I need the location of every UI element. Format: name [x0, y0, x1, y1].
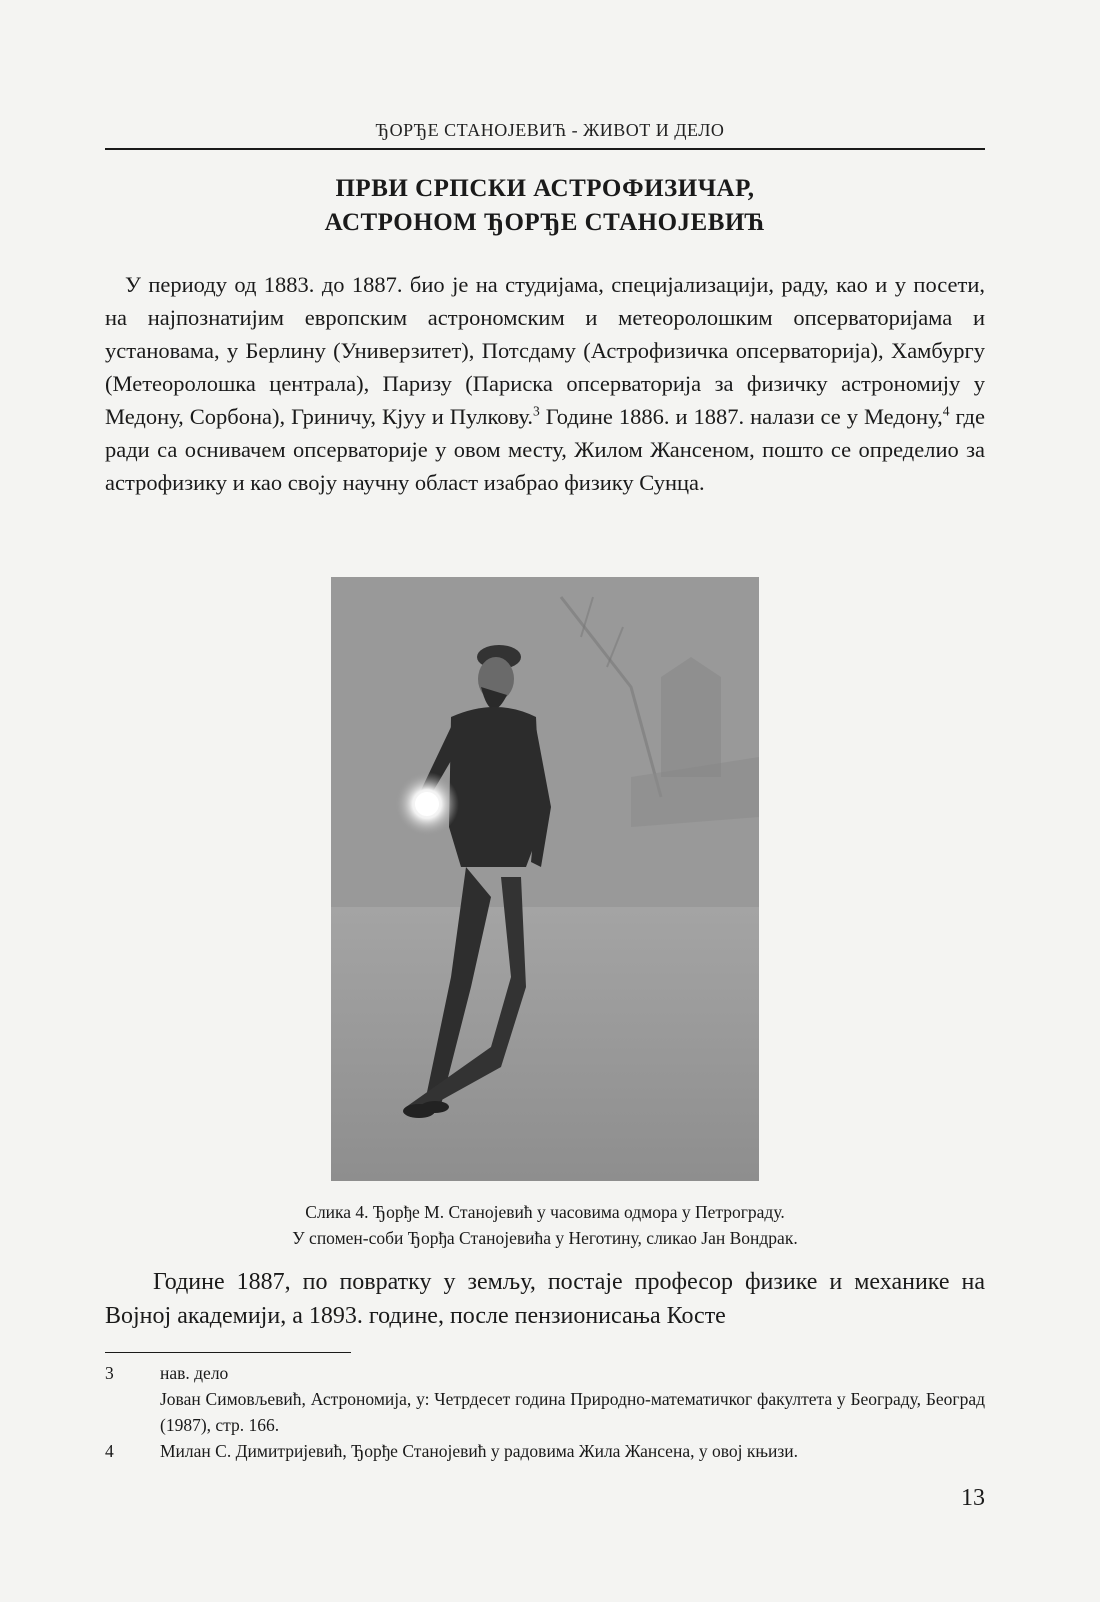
footnote-number: 3: [105, 1363, 114, 1383]
footnote-rule: [105, 1352, 351, 1353]
footnote-3: [105, 1360, 985, 1438]
chapter-title-line-1: ПРВИ СРПСКИ АСТРОФИЗИЧАР,: [335, 175, 755, 202]
body-paragraph-1: [105, 268, 985, 499]
paragraph-text: Године 1887, по повратку у земљу, постаје професор физике и механике на Војној академији, а 1893. године, после пензионисања Косте: [105, 1269, 985, 1329]
paragraph-text: У периоду од 1883. до 1887. био је на студијама, специјализацији, раду, као и у посети, на најпознатијим европским астрономским и метеоролошким опсерваторијама и установама, у Берлину (Универзитет), Потсдаму (Астрофизичка опсерваторија), Хамбургу (Метеоролошка централа), Паризу (Париска опсерваторија за физичку астрономију у Медону, Сорбона), Гриничу, Кјуу и Пулкову.: [105, 272, 985, 429]
body-paragraph-2: [105, 1265, 985, 1333]
footnote-4: [105, 1438, 985, 1464]
footnote-line: Јован Симовљевић, Астрономија, у: Четрдесет година Природно-математичког факултета у Београду, Београд (1987), стр. 166.: [160, 1389, 985, 1435]
paragraph-text: Године 1886. и 1887. налази се у Медону,: [539, 404, 943, 429]
footnote-ref-3[interactable]: 3: [533, 403, 540, 419]
photo-illustration: [331, 577, 759, 1181]
footnote-text: [160, 1438, 985, 1464]
caption-line-2: У спомен-соби Ђорђа Станојевића у Неготину, сликао Јан Вондрак.: [292, 1228, 798, 1248]
footnotes: [105, 1360, 985, 1464]
chapter-title: [105, 172, 985, 240]
footnote-number: 4: [105, 1441, 114, 1461]
header-rule: [105, 148, 985, 150]
footnote-line: нав. дело: [160, 1363, 229, 1383]
page-number: 13: [961, 1485, 985, 1511]
chapter-title-line-2: АСТРОНОМ ЂОРЂЕ СТАНОЈЕВИЋ: [324, 209, 766, 236]
footnote-line: Милан С. Димитријевић, Ђорђе Станојевић у радовима Жила Жансена, у овој књизи.: [160, 1441, 799, 1461]
footnote-ref-4[interactable]: 4: [942, 403, 950, 419]
running-head: ЂОРЂЕ СТАНОЈЕВИЋ - ЖИВОТ И ДЕЛО: [375, 120, 725, 140]
figure-photo: [331, 577, 759, 1181]
caption-line-1: Слика 4. Ђорђе М. Станојевић у часовима одмора у Петрограду.: [305, 1202, 785, 1222]
paragraph-text: где ради са оснивачем опсерваторије у овом месту, Жилом Жансеном, пошто се определио за астрофизику и као своју научну област изабрао физику Сунца.: [105, 404, 985, 495]
figure-caption: [105, 1199, 985, 1251]
footnote-text: [160, 1360, 985, 1438]
